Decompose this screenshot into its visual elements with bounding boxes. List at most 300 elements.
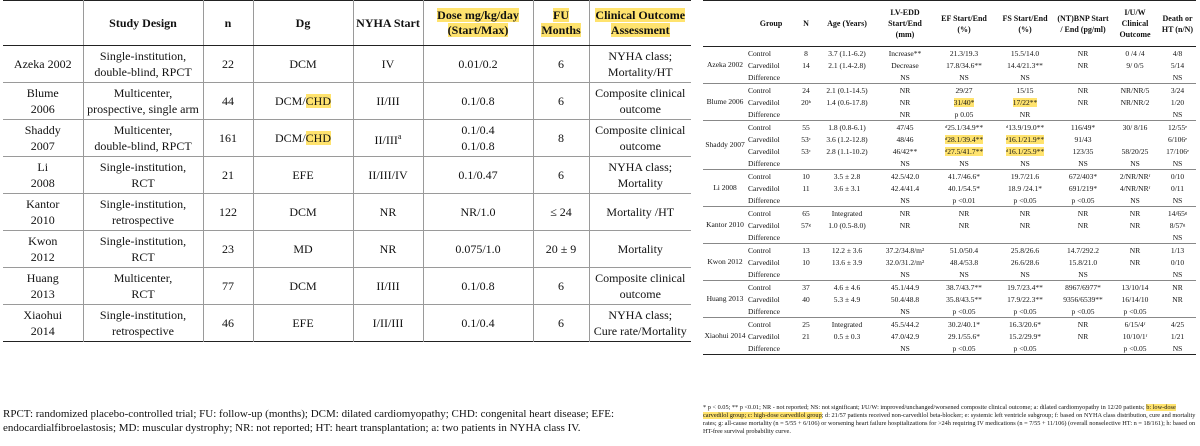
nyha-cell: NR — [353, 194, 423, 231]
study-cell: Huang 2013 — [3, 268, 83, 305]
value-cell: NR — [1111, 207, 1159, 220]
value-cell — [1159, 305, 1196, 318]
value-cell: 14 — [802, 60, 810, 70]
value-cell: 53ᶜ — [801, 146, 811, 156]
column-header: FS Start/End (%) — [995, 1, 1055, 47]
highlighted-diagnosis: CHD — [305, 131, 332, 145]
value-cell: 8/57ᵍ — [1169, 220, 1186, 230]
highlighted-header: Dose mg/kg/day (Start/Max) — [437, 8, 519, 37]
value-cell: 57ᵍ — [801, 220, 811, 230]
value-cell: NR — [1159, 281, 1196, 294]
n-cell: 77 — [203, 268, 253, 305]
column-header — [703, 1, 747, 47]
value-cell: 116/49* — [1055, 121, 1111, 134]
nyha-cell: NR — [353, 231, 423, 268]
nyha-cell: II/III — [353, 83, 423, 120]
study-cell: Azeka 2002 — [3, 46, 83, 83]
value-cell — [817, 268, 877, 281]
group-cell: Difference — [748, 109, 780, 119]
study-cell: Blume 2006 — [703, 84, 747, 121]
value-cell: 3.6 (1.2-12.8) — [826, 134, 868, 144]
value-cell: Integrated — [817, 318, 877, 331]
table-row — [703, 59, 1196, 71]
table-footnote: * p < 0.05; ** p <0.01; NR - not reported; NS: not significant; I/U/W: improved/unchanged/worsened composite clinical outcome; a: dilated cardiomyopathy in 12/20 patients; b: low-dose carvedilol group; c: high-dose carvedilol group; d: 21/57 patients received non-carvedilol beta-blocker; e: systemic left ventricle subgroup; f: based on NYHA class distribution, cure and mortality rates; g: all-cause mortality (n = 5/55 + 6/106) or worsening heart failure hospitalizations for >24h requiring IV medications (n = 7/55 + 11/106) (overall nonselective HT: n = 18/161); h: based on HT-free survival probability curve. — [703, 404, 1196, 435]
table-row — [3, 120, 691, 157]
value-cell: 45.5/44.2 — [877, 318, 933, 331]
table-row — [3, 46, 691, 83]
value-cell — [1111, 231, 1159, 244]
value-cell: p <0.05 — [1071, 306, 1095, 316]
diagnosis-cell: DCM — [253, 268, 353, 305]
table-row — [703, 293, 1196, 305]
value-cell: NR — [877, 207, 933, 220]
value-cell — [877, 231, 933, 244]
table-row — [3, 157, 691, 194]
value-cell: NR — [958, 220, 970, 230]
value-cell: 29/27 — [933, 84, 995, 97]
value-cell: NR — [1019, 220, 1031, 230]
table-row — [703, 71, 1196, 84]
table-row — [703, 133, 1196, 145]
column-header: Death or HT (n/N) — [1159, 1, 1196, 47]
value-cell — [795, 268, 817, 281]
value-cell — [1055, 342, 1111, 355]
nyha-cell: II/III — [353, 268, 423, 305]
value-cell: 9356/6539** — [1063, 294, 1103, 304]
design-cell: Single-institution, retrospective — [83, 305, 203, 342]
value-cell: 15.2/29.9* — [1008, 331, 1042, 341]
value-cell: 3.6 ± 3.1 — [833, 183, 861, 193]
column-header — [533, 1, 589, 46]
diagnosis-cell: DCM/CHD — [253, 120, 353, 157]
group-cell: Carvedilol — [748, 220, 780, 230]
value-cell: 10/10/1ᶠ — [1122, 331, 1148, 341]
value-cell: NS — [1020, 72, 1030, 82]
value-cell: Integrated — [817, 207, 877, 220]
highlighted-value: ᵈ27.5/41.7** — [944, 146, 984, 156]
highlighted-value: ᵈ16.1/25.9** — [1005, 146, 1045, 156]
value-cell: 123/35 — [1072, 146, 1094, 156]
value-cell: 10 — [802, 257, 810, 267]
group-cell: Control — [747, 47, 795, 60]
value-cell: 46/42** — [892, 146, 918, 156]
value-cell: 35.8/43.5** — [946, 294, 982, 304]
value-cell: NR — [1055, 47, 1111, 60]
group-cell: Carvedilol — [748, 257, 780, 267]
followup-cell: 20 ± 9 — [533, 231, 589, 268]
value-cell: NS — [900, 343, 910, 353]
dose-cell: 0.1/0.4 — [423, 305, 533, 342]
value-cell: 10 — [795, 170, 817, 183]
value-cell — [1055, 108, 1111, 121]
value-cell — [817, 71, 877, 84]
dose-cell: 0.1/0.8 — [423, 83, 533, 120]
value-cell: 1.8 (0.8-6.1) — [817, 121, 877, 134]
value-cell: 40.1/54.5* — [947, 183, 981, 193]
group-cell: Control — [747, 281, 795, 294]
value-cell: 1.4 (0.6-17.8) — [826, 97, 868, 107]
table-row — [703, 84, 1196, 97]
value-cell: 8967/6977* — [1055, 281, 1111, 294]
study-cell: Blume 2006 — [3, 83, 83, 120]
table-row — [703, 330, 1196, 342]
column-header — [589, 1, 691, 46]
value-cell: 13 — [795, 244, 817, 257]
value-cell: 672/403* — [1055, 170, 1111, 183]
outcome-cell: NYHA class; Mortality — [589, 157, 691, 194]
value-cell: NR — [1055, 84, 1111, 97]
value-cell: 29.1/55.6* — [947, 331, 981, 341]
table-row — [703, 207, 1196, 220]
value-cell: p <0.05 — [1013, 343, 1037, 353]
study-cell: Shaddy 2007 — [703, 121, 747, 170]
value-cell — [795, 108, 817, 121]
value-cell: 3.7 (1.1-6.2) — [817, 47, 877, 60]
value-cell: NS — [900, 269, 910, 279]
value-cell: 48.4/53.8 — [949, 257, 979, 267]
n-cell: 44 — [203, 83, 253, 120]
diagnosis-cell: DCM — [253, 46, 353, 83]
table-row — [703, 256, 1196, 268]
table-row — [703, 342, 1196, 355]
value-cell: 19.7/23.4** — [995, 281, 1055, 294]
column-header: Age (Years) — [817, 1, 877, 47]
value-cell: 1/21 — [1170, 331, 1185, 341]
column-header: EF Start/End (%) — [933, 1, 995, 47]
column-header: I/U/W Clinical Outcome — [1111, 1, 1159, 47]
value-cell: p <0.05 — [1013, 306, 1037, 316]
study-design-table — [3, 0, 691, 342]
value-cell: NR — [1129, 220, 1141, 230]
value-cell: NR — [995, 207, 1055, 220]
value-cell: 37 — [795, 281, 817, 294]
value-cell: 42.4/41.4 — [890, 183, 920, 193]
dose-cell: 0.01/0.2 — [423, 46, 533, 83]
value-cell: 65 — [795, 207, 817, 220]
table-row — [703, 145, 1196, 157]
outcome-cell: Composite clinical outcome — [589, 120, 691, 157]
design-cell: Multicenter, prospective, single arm — [83, 83, 203, 120]
value-cell: NS — [900, 195, 910, 205]
value-cell: 0/10 — [1159, 170, 1196, 183]
n-cell: 23 — [203, 231, 253, 268]
table-row — [703, 157, 1196, 170]
value-cell: 26.6/28.6 — [1010, 257, 1040, 267]
value-cell: 38.7/43.7** — [933, 281, 995, 294]
column-header — [3, 1, 83, 46]
value-cell: Decrease — [891, 60, 919, 70]
table-row — [703, 194, 1196, 207]
value-cell: NS — [900, 306, 910, 316]
value-cell — [795, 305, 817, 318]
value-cell: 12/55ᵉ — [1159, 121, 1196, 134]
nyha-cell: II/III/IV — [353, 157, 423, 194]
value-cell: 0/11 — [1170, 183, 1185, 193]
value-cell: NR — [1077, 220, 1089, 230]
value-cell: 1/13 — [1159, 244, 1196, 257]
value-cell: 4/NR/NRᶠ — [1119, 183, 1151, 193]
value-cell: NR — [877, 84, 933, 97]
dose-cell: NR/1.0 — [423, 194, 533, 231]
dose-cell: 0.1/0.47 — [423, 157, 533, 194]
value-cell: 1.0 (0.5-8.0) — [828, 220, 866, 230]
nyha-cell: II/III$^a$ — [353, 120, 423, 157]
value-cell: 20ᵇ — [801, 97, 811, 107]
value-cell: NS — [1172, 109, 1183, 119]
value-cell: 2.1 (0.1-14.5) — [817, 84, 877, 97]
value-cell: 691/219* — [1068, 183, 1098, 193]
value-cell: NR — [899, 109, 911, 119]
outcome-cell: Composite clinical outcome — [589, 83, 691, 120]
value-cell: ᵈ13.9/19.0** — [995, 121, 1055, 134]
value-cell — [995, 96, 1055, 108]
value-cell — [1111, 133, 1159, 145]
study-cell: Huang 2013 — [703, 281, 747, 318]
value-cell: NR — [1055, 318, 1111, 331]
value-cell: 3/24 — [1159, 84, 1196, 97]
value-cell: NR — [1077, 97, 1089, 107]
value-cell: 17/106ᵉ — [1166, 146, 1189, 156]
group-cell: Difference — [748, 306, 780, 316]
table-header-row — [703, 1, 1196, 47]
value-cell: 13.6 ± 3.9 — [831, 257, 863, 267]
value-cell: 5.3 ± 4.9 — [833, 294, 861, 304]
value-cell: 17.8/34.6** — [946, 60, 982, 70]
value-cell: 47.0/42.9 — [890, 331, 920, 341]
value-cell: 6/15/4ᶠ — [1111, 318, 1159, 331]
highlighted-value: 31/40* — [953, 97, 975, 107]
group-cell: Control — [747, 244, 795, 257]
followup-cell: 6 — [533, 157, 589, 194]
design-cell: Multicenter, RCT — [83, 268, 203, 305]
group-cell: Control — [747, 207, 795, 220]
value-cell — [1111, 71, 1159, 84]
highlighted-header: FU Months — [541, 8, 581, 37]
group-cell: Carvedilol — [748, 294, 780, 304]
diagnosis-cell: DCM — [253, 194, 353, 231]
table-row — [703, 47, 1196, 60]
value-cell: 16.3/20.6* — [995, 318, 1055, 331]
value-cell — [795, 71, 817, 84]
value-cell: NR — [899, 220, 911, 230]
column-header: Dg — [253, 1, 353, 46]
value-cell — [1055, 71, 1111, 84]
value-cell: NR — [1172, 294, 1183, 304]
column-header: Group — [747, 1, 795, 47]
right-table-panel — [700, 0, 1200, 446]
value-cell — [795, 342, 817, 355]
column-header: NYHA Start — [353, 1, 423, 46]
diagnosis-cell: EFE — [253, 157, 353, 194]
nyha-cell: IV — [353, 46, 423, 83]
group-cell: Control — [747, 170, 795, 183]
value-cell: 15.5/14.0 — [995, 47, 1055, 60]
value-cell: 30.2/40.1* — [933, 318, 995, 331]
value-cell: 53ᶜ — [801, 134, 811, 144]
n-cell: 161 — [203, 120, 253, 157]
value-cell: 17.9/22.3** — [1007, 294, 1043, 304]
value-cell: 58/20/25 — [1121, 146, 1149, 156]
dose-cell: 0.1/0.8 — [423, 268, 533, 305]
value-cell: NR/NR/5 — [1111, 84, 1159, 97]
value-cell: 48/46 — [896, 134, 914, 144]
value-cell: NR — [933, 207, 995, 220]
followup-cell: 6 — [533, 46, 589, 83]
value-cell: 19.7/21.6 — [995, 170, 1055, 183]
value-cell: 3.5 ± 2.8 — [817, 170, 877, 183]
value-cell — [1111, 268, 1159, 281]
outcome-cell: NYHA class; Cure rate/Mortality — [589, 305, 691, 342]
group-cell: Carvedilol — [748, 331, 780, 341]
value-cell — [1111, 108, 1159, 121]
column-header: (NT)BNP Start / End (pg/ml) — [1055, 1, 1111, 47]
followup-cell: 6 — [533, 83, 589, 120]
column-header — [423, 1, 533, 46]
n-cell: 22 — [203, 46, 253, 83]
value-cell: NS — [1172, 343, 1183, 353]
outcomes-table — [703, 0, 1196, 355]
group-cell: Difference — [748, 158, 780, 168]
value-cell: 14/65ᵍ — [1159, 207, 1196, 220]
n-cell: 46 — [203, 305, 253, 342]
group-cell: Difference — [748, 269, 780, 279]
value-cell: NS — [1130, 158, 1140, 168]
design-cell: Single-institution, double-blind, RPCT — [83, 46, 203, 83]
table-row — [703, 268, 1196, 281]
value-cell: p <0.01 — [952, 195, 976, 205]
dose-cell: 0.1/0.4 0.1/0.8 — [423, 120, 533, 157]
value-cell: 30/ 8/16 — [1111, 121, 1159, 134]
value-cell — [817, 231, 877, 244]
table-header-row — [3, 1, 691, 46]
table-row — [703, 244, 1196, 257]
value-cell: 12.2 ± 3.6 — [817, 244, 877, 257]
value-cell: ᵈ25.1/34.9** — [933, 121, 995, 134]
value-cell: 2/NR/NRᶠ — [1111, 170, 1159, 183]
followup-cell: 6 — [533, 268, 589, 305]
design-cell: Single-institution, RCT — [83, 231, 203, 268]
value-cell: NS — [1172, 232, 1183, 242]
value-cell: 0.5 ± 0.3 — [833, 331, 861, 341]
value-cell: 45.1/44.9 — [877, 281, 933, 294]
study-cell: Kwon 2012 — [3, 231, 83, 268]
table-row — [703, 318, 1196, 331]
value-cell — [995, 145, 1055, 157]
value-cell: 24 — [795, 84, 817, 97]
table-row — [703, 305, 1196, 318]
nyha-cell: I/II/III — [353, 305, 423, 342]
value-cell: NR — [899, 97, 911, 107]
study-cell: Li 2008 — [3, 157, 83, 194]
design-cell: Multicenter, double-blind, RPCT — [83, 120, 203, 157]
highlighted-footnote: b: low-dose carvedilol group; c: high-dose carvedilol group — [703, 404, 1176, 419]
value-cell — [995, 231, 1055, 244]
study-cell: Kantor 2010 — [703, 207, 747, 244]
table-row — [3, 305, 691, 342]
value-cell — [817, 305, 877, 318]
diagnosis-cell: MD — [253, 231, 353, 268]
outcome-cell: Composite clinical outcome — [589, 268, 691, 305]
value-cell: 21.3/19.3 — [933, 47, 995, 60]
followup-cell: 6 — [533, 305, 589, 342]
study-cell: Azeka 2002 — [703, 47, 747, 84]
table-footnote: RPCT: randomized placebo-controlled trial; FU: follow-up (months); DCM: dilated cardiomyopathy; CHD: congenital heart disease; EFE: endocardialfibroelastosis; MD: muscular dystrophy; NR: not reported; HT: heart transplantation; a: two patients in NYHA class IV. — [3, 408, 615, 434]
value-cell: NS — [1020, 269, 1030, 279]
value-cell: NS — [1078, 158, 1088, 168]
value-cell — [817, 342, 877, 355]
value-cell: Increase** — [877, 47, 933, 60]
followup-cell: ≤ 24 — [533, 194, 589, 231]
highlighted-value: ᵈ16.1/21.9** — [1005, 134, 1045, 144]
n-cell: 122 — [203, 194, 253, 231]
value-cell: NR — [1077, 331, 1089, 341]
value-cell — [933, 96, 995, 108]
value-cell: NR — [1077, 60, 1089, 70]
group-cell: Difference — [748, 195, 780, 205]
value-cell: p <0.05 — [1123, 343, 1147, 353]
value-cell — [933, 145, 995, 157]
group-cell: Difference — [748, 72, 780, 82]
value-cell: NS — [959, 72, 969, 82]
value-cell: p 0.05 — [954, 109, 974, 119]
value-cell: 50.4/48.8 — [890, 294, 920, 304]
value-cell: 5/14 — [1170, 60, 1185, 70]
design-cell: Single-institution, RCT — [83, 157, 203, 194]
group-cell: Difference — [748, 343, 780, 353]
value-cell: NS — [1172, 158, 1183, 168]
table-row — [703, 121, 1196, 134]
diagnosis-cell: DCM/CHD — [253, 83, 353, 120]
table-row — [703, 219, 1196, 231]
value-cell: 0 /4 /4 — [1111, 47, 1159, 60]
value-cell: NS — [1172, 72, 1183, 82]
value-cell: 91/43 — [1074, 134, 1092, 144]
value-cell: 32.0/31.2/m² — [885, 257, 925, 267]
study-cell: Kantor 2010 — [3, 194, 83, 231]
value-cell: 51.0/50.4 — [933, 244, 995, 257]
value-cell — [995, 133, 1055, 145]
value-cell: NR/NR/2 — [1120, 97, 1150, 107]
value-cell: NS — [1172, 269, 1183, 279]
highlighted-diagnosis: CHD — [305, 94, 332, 108]
diagnosis-cell: EFE — [253, 305, 353, 342]
value-cell: p <0.05 — [1013, 195, 1037, 205]
table-row — [3, 194, 691, 231]
study-cell: Li 2008 — [703, 170, 747, 207]
table-row — [703, 281, 1196, 294]
table-row — [703, 96, 1196, 108]
value-cell: NR — [1019, 109, 1031, 119]
value-cell: NR — [1055, 207, 1111, 220]
group-cell: Carvedilol — [748, 97, 780, 107]
outcome-cell: NYHA class; Mortality/HT — [589, 46, 691, 83]
value-cell: NS — [1020, 158, 1030, 168]
value-cell: NS — [959, 269, 969, 279]
value-cell: 4.6 ± 4.6 — [817, 281, 877, 294]
group-cell: Carvedilol — [748, 60, 780, 70]
value-cell: 13/10/14 — [1111, 281, 1159, 294]
group-cell: Carvedilol — [748, 146, 780, 156]
value-cell: p <0.05 — [952, 343, 976, 353]
column-header: n — [203, 1, 253, 46]
value-cell — [817, 108, 877, 121]
value-cell: 42.5/42.0 — [877, 170, 933, 183]
value-cell: NS — [900, 158, 910, 168]
column-header: Study Design — [83, 1, 203, 46]
outcome-cell: Mortality — [589, 231, 691, 268]
highlighted-header: Clinical Outcome Assessment — [595, 8, 686, 37]
value-cell: 15.8/21.0 — [1068, 257, 1098, 267]
